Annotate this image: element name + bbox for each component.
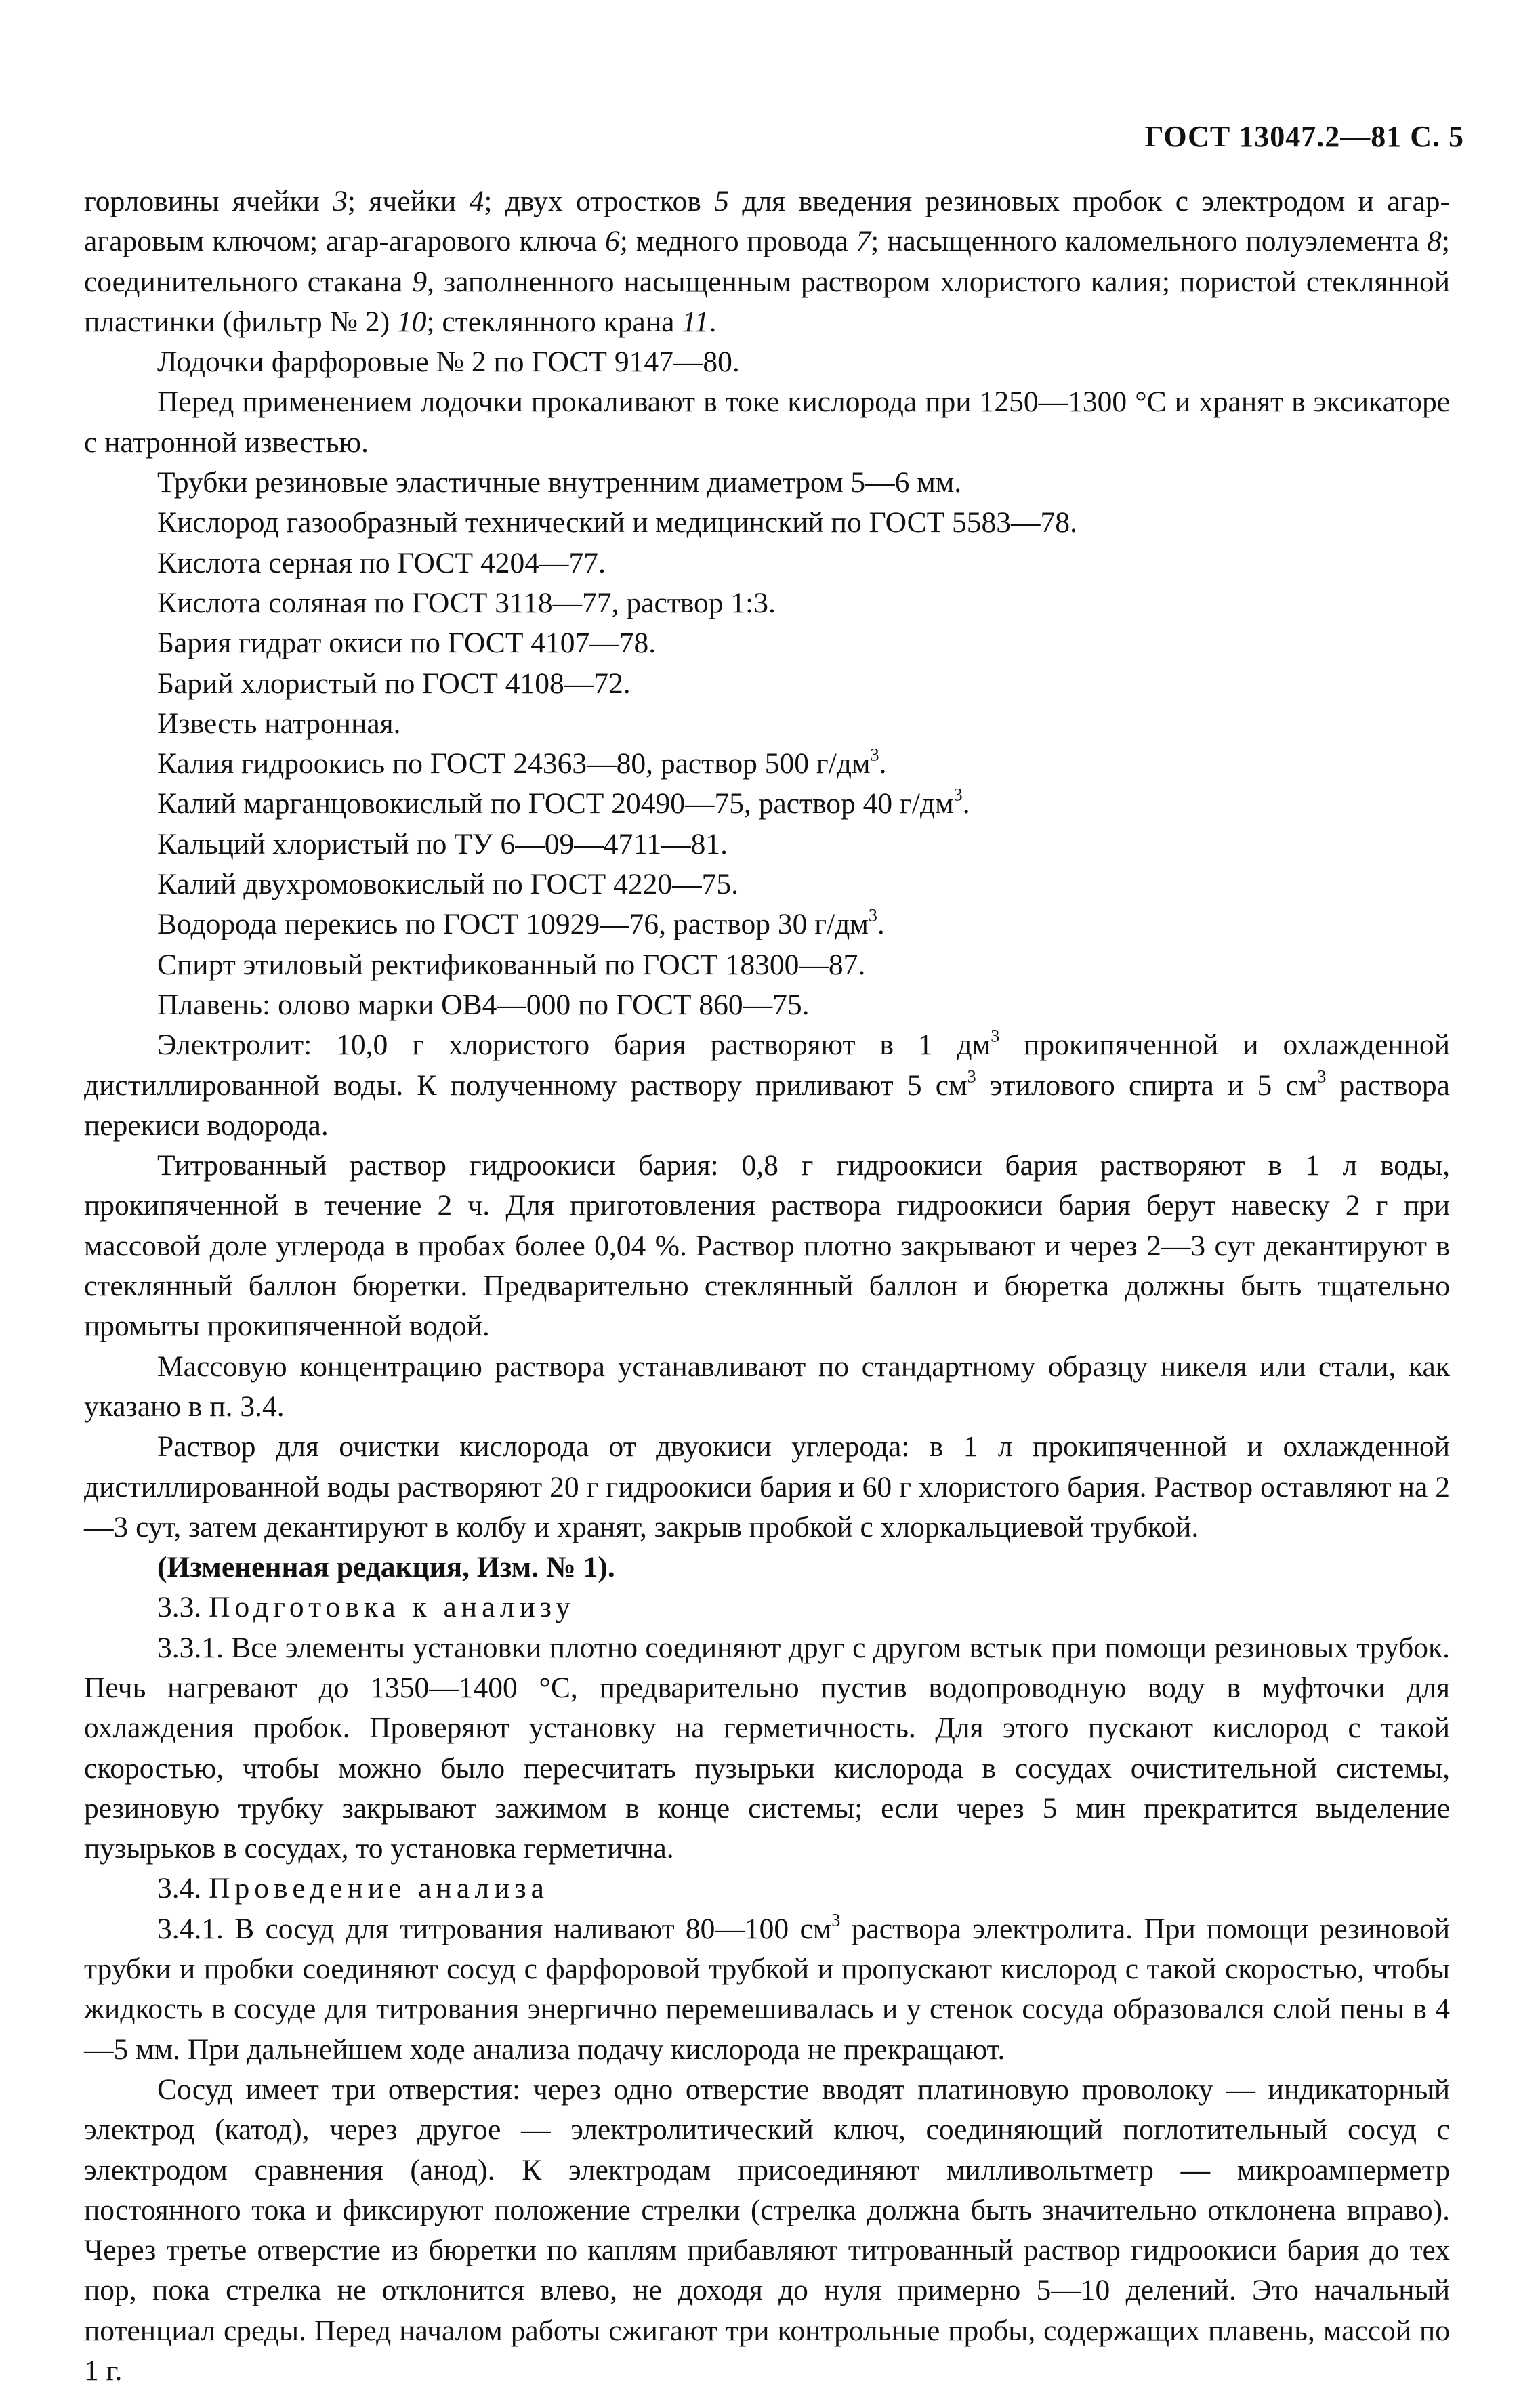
paragraph-purification-solution: Раствор для очистки кислорода от двуокиси углерода: в 1 л прокипяченной и охлажденной дистиллированной воды растворяют 20 г гидроокиси бария и 60 г хлористого бария. Раствор оставляют на 2—3 сут, затем декантируют в колбу и хранят, закрыв пробкой с хлоркальциевой трубкой. [84, 1430, 1450, 1543]
document-body [84, 182, 1450, 2391]
paragraph-amendment-note: (Измененная редакция, Изм. № 1). [157, 1551, 615, 1584]
paragraph-vessel-description: Сосуд имеет три отверстия: через одно отверстие вводят платиновую проволоку — индикаторный электрод (катод), через другое — электролитический ключ, соединяющий поглотительный сосуд с электродом сравнения (анод). К электродам присоединяют милливольтметр — микроамперметр постоянного тока и фиксируют положение стрелки (стрелка должна быть значительно отклонена вправо). Через третье отверстие из бюретки по каплям прибавляют титрованный раствор гидроокиси бария до тех пор, пока стрелка не отклонится влево, не доходя до нуля примерно 5—10 делений. Это начальный потенциал среды. Перед началом работы сжигают три контрольные пробы, содержащих плавень, массой по 1 г. [84, 2073, 1450, 2388]
paragraph-boats-calcination: Перед применением лодочки прокаливают в токе кислорода при 1250—1300 °С и хранят в эксикаторе с натронной известью. [84, 386, 1450, 459]
paragraph-soda-lime: Известь натронная. [157, 707, 401, 740]
paragraph-3-4-1: 3.4.1. В сосуд для титрования наливают 80—100 $см^3$ раствора электролита. При помощи резиновой трубки и пробки соединяют сосуд с фарфоровой трубкой и пропускают кислород с такой скоростью, чтобы жидкость в сосуде для титрования энергично перемешивалась и у стенок сосуда образовался слой пены в 4—5 мм. При дальнейшем ходе анализа подачу кислорода не прекращают. [84, 1910, 1450, 2066]
paragraph-titrant: Титрованный раствор гидроокиси бария: 0,8 г гидроокиси бария растворяют в 1 л воды, прокипяченной в течение 2 ч. Для приготовления раствора гидроокиси бария берут навеску 2 г при массовой доле углерода в пробах более 0,04 %. Раствор плотно закрывают и через 2—3 сут декантируют в стеклянный баллон бюретки. Предварительно стеклянный баллон и бюретка должны быть тщательно промыты прокипяченной водой. [84, 1149, 1450, 1343]
paragraph-potassium-permanganate: Калий марганцовокислый по ГОСТ 20490—75, раствор 40 $г/дм^3$. [157, 785, 970, 820]
paragraph-mass-concentration: Массовую концентрацию раствора устанавливают по стандартному образцу никеля или стали, как указано в п. 3.4. [84, 1350, 1450, 1423]
paragraph-electrolyte: Электролит: 10,0 г хлористого бария растворяют в 1 $дм^3$ прокипяченной и охлажденной дистиллированной воды. К полученному раствору приливают 5 $см^3$ этилового спирта и 5 $см^3$ раствора перекиси водорода. [84, 1026, 1450, 1142]
paragraph-calcium-chloride: Кальций хлористый по ТУ 6—09—4711—81. [157, 827, 728, 860]
section-heading-3-3: 3.3. Подготовка к анализу [157, 1591, 575, 1624]
paragraph-potassium-hydroxide: Калия гидроокись по ГОСТ 24363—80, раствор 500 $г/дм^3$. [157, 745, 887, 781]
paragraph-oxygen: Кислород газообразный технический и медицинский по ГОСТ 5583—78. [157, 506, 1077, 539]
paragraph-rubber-tubes: Трубки резиновые эластичные внутренним диаметром 5—6 мм. [157, 466, 962, 499]
section-heading-3-4: 3.4. Проведение анализа [157, 1872, 549, 1905]
paragraph-barium-hydrate: Бария гидрат окиси по ГОСТ 4107—78. [157, 627, 657, 660]
paragraph-boats: Лодочки фарфоровые № 2 по ГОСТ 9147—80. [157, 346, 740, 379]
paragraph-hydrogen-peroxide: Водорода перекись по ГОСТ 10929—76, раствор 30 $г/дм^3$. [157, 906, 885, 941]
paragraph-ethanol: Спирт этиловый ректификованный по ГОСТ 18300—87. [157, 948, 866, 981]
paragraph-3-3-1: 3.3.1. Все элементы установки плотно соединяют друг с другом встык при помощи резиновых трубок. Печь нагревают до 1350—1400 °С, предварительно пустив водопроводную воду в муфточки для охлаждения пробок. Проверяют установку на герметичность. Для этого пускают кислород с такой скоростью, чтобы можно было пересчитать пузырьки кислорода в сосудах очистительной системы, резиновую трубку закрывают зажимом в конце системы; если через 5 мин прекратится выделение пузырьков в сосудах, то установка герметична. [84, 1631, 1450, 1865]
paragraph-apparatus-parts: горловины ячейки 3; ячейки 4; двух отростков 5 для введения резиновых пробок с электродом и агар-агаровым ключом; агар-агарового ключа 6; медного провода 7; насыщенного каломельного полуэлемента 8; соединительного стакана 9, заполненного насыщенным раствором хлористого калия; пористой стеклянной пластинки (фильтр № 2) 10; стеклянного крана 11. [84, 185, 1450, 338]
paragraph-hydrochloric-acid: Кислота соляная по ГОСТ 3118—77, раствор 1:3. [157, 586, 776, 619]
paragraph-potassium-dichromate: Калий двухромовокислый по ГОСТ 4220—75. [157, 868, 738, 901]
paragraph-flux: Плавень: олово марки ОВ4—000 по ГОСТ 860—75. [157, 988, 810, 1021]
running-header: ГОСТ 13047.2—81 С. 5 [1144, 120, 1464, 153]
paragraph-barium-chloride: Барий хлористый по ГОСТ 4108—72. [157, 667, 631, 700]
paragraph-sulfuric-acid: Кислота серная по ГОСТ 4204—77. [157, 546, 606, 579]
